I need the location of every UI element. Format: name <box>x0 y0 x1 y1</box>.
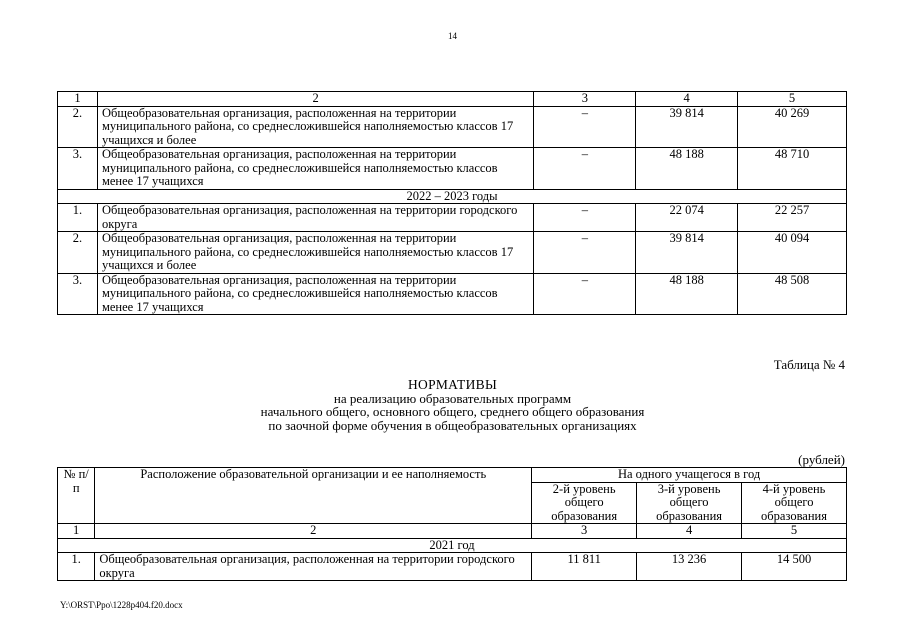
section-title: 2021 год <box>58 538 847 553</box>
row-description: Общеобразовательная организация, расположенная на территории городского округа <box>95 553 532 581</box>
cell-level-2: 11 811 <box>532 553 637 581</box>
table-row <box>58 553 847 581</box>
document-heading <box>0 378 905 432</box>
normatives-table-continued <box>57 91 847 315</box>
table-row <box>58 148 847 190</box>
cell-col3: – <box>534 273 636 315</box>
cell-col5: 40 269 <box>738 106 847 148</box>
column-number: 3 <box>532 524 637 539</box>
header-level-2: 2-й уровень общего образования <box>532 482 637 524</box>
table-row <box>58 232 847 274</box>
header-cell: 5 <box>738 92 847 107</box>
heading-line: на реализацию образовательных программ <box>333 390 572 406</box>
normatives-table-4 <box>57 467 847 581</box>
row-description: Общеобразовательная организация, расположенная на территории муниципального района, со среднесложившейся наполняемостью классов 17 учащихся и более <box>97 232 533 274</box>
row-description: Общеобразовательная организация, расположенная на территории муниципального района, со среднесложившейся наполняемостью классов менее 17 учащихся <box>97 273 533 315</box>
row-number: 3. <box>58 273 98 315</box>
heading-line: начального общего, основного общего, среднего общего образования <box>260 404 645 419</box>
cell-col5: 48 508 <box>738 273 847 315</box>
heading-title: НОРМАТИВЫ <box>407 377 498 392</box>
table-header-row <box>58 92 847 107</box>
cell-col4: 48 188 <box>636 148 738 190</box>
cell-col5: 48 710 <box>738 148 847 190</box>
cell-col4: 39 814 <box>636 106 738 148</box>
row-description: Общеобразовательная организация, расположенная на территории муниципального района, со среднесложившейся наполняемостью классов 17 учащихся и более <box>97 106 533 148</box>
cell-col3: – <box>534 148 636 190</box>
column-number: 4 <box>637 524 742 539</box>
header-cell: 4 <box>636 92 738 107</box>
row-description: Общеобразовательная организация, расположенная на территории городского округа <box>97 204 533 232</box>
column-number: 5 <box>742 524 847 539</box>
row-number: 2. <box>58 232 98 274</box>
cell-col5: 22 257 <box>738 204 847 232</box>
units-label: (рублей) <box>798 452 845 467</box>
header-level-4: 4-й уровень общего образования <box>742 482 847 524</box>
header-cell: 2 <box>97 92 533 107</box>
column-number-row <box>58 524 847 539</box>
row-number: 1. <box>58 553 95 581</box>
cell-col3: – <box>534 106 636 148</box>
table-header-row <box>58 468 847 483</box>
cell-col3: – <box>534 204 636 232</box>
cell-col5: 40 094 <box>738 232 847 274</box>
footer-file-path: Y:\ORST\Ppo\1228p404.f20.docx <box>60 600 183 610</box>
cell-col3: – <box>534 232 636 274</box>
column-number: 1 <box>58 524 95 539</box>
table-row <box>58 204 847 232</box>
table-row <box>58 106 847 148</box>
header-level-3: 3-й уровень общего образования <box>637 482 742 524</box>
cell-level-3: 13 236 <box>637 553 742 581</box>
table-caption: Таблица № 4 <box>773 357 845 372</box>
header-description: Расположение образовательной организации и ее наполняемость <box>95 468 532 524</box>
row-description: Общеобразовательная организация, расположенная на территории муниципального района, со среднесложившейся наполняемостью классов менее 17 учащихся <box>97 148 533 190</box>
heading-line: по заочной форме обучения в общеобразовательных организациях <box>268 417 637 433</box>
row-number: 2. <box>58 106 98 148</box>
header-per-student: На одного учащегося в год <box>532 468 847 483</box>
section-title: 2022 – 2023 годы <box>58 189 847 204</box>
row-number: 1. <box>58 204 98 232</box>
cell-col4: 22 074 <box>636 204 738 232</box>
table-row <box>58 273 847 315</box>
header-cell: 3 <box>534 92 636 107</box>
page-number: 14 <box>448 31 457 41</box>
cell-col4: 48 188 <box>636 273 738 315</box>
header-cell: 1 <box>58 92 98 107</box>
cell-level-4: 14 500 <box>742 553 847 581</box>
column-number: 2 <box>95 524 532 539</box>
row-number: 3. <box>58 148 98 190</box>
header-number: № п/п <box>58 468 95 524</box>
section-row <box>58 538 847 553</box>
section-row <box>58 189 847 204</box>
cell-col4: 39 814 <box>636 232 738 274</box>
